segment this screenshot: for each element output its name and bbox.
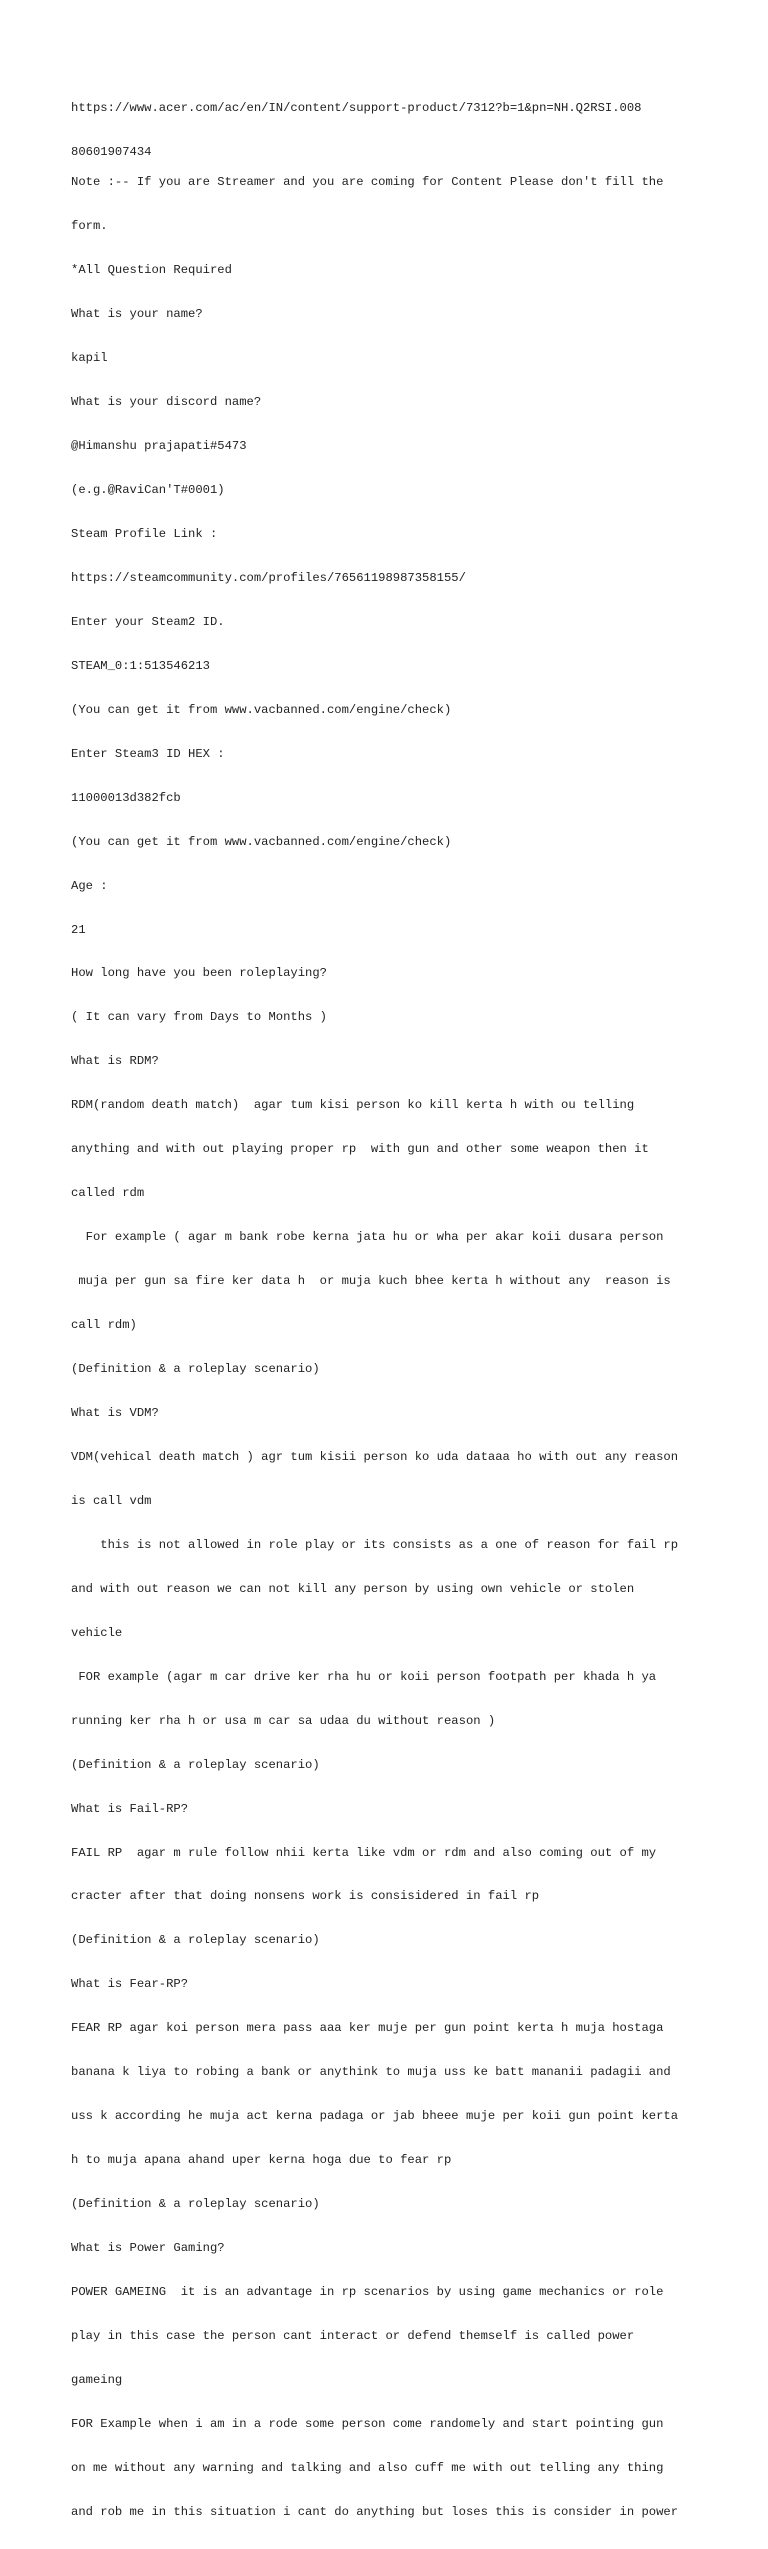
fail-rp-hint: (Definition & a roleplay scenario) (71, 1933, 320, 1948)
answer-power-gaming-line-6: and rob me in this situation i cant do anything but loses this is consider in power (71, 2504, 679, 2519)
question-vdm: What is VDM? (71, 1406, 159, 1420)
url-line-1: https://www.acer.com/ac/en/IN/content/support-product/7312?b=1&pn=NH.Q2RSI.008 (71, 101, 642, 116)
answer-rdm-line-5: muja per gun sa fire ker data h or muja kuch bhee kerta h without any reason is (71, 1274, 671, 1289)
answer-steam3-hex: 11000013d382fcb (71, 790, 181, 805)
fear-rp-hint: (Definition & a roleplay scenario) (71, 2197, 320, 2212)
answer-discord: @Himanshu prajapati#5473 (71, 439, 247, 454)
roleplay-duration-hint: ( It can vary from Days to Months ) (71, 1010, 327, 1025)
answer-fear-rp-line-4: h to muja apana ahand uper kerna hoga due to fear rp (71, 2153, 452, 2168)
note-line: Note :-- If you are Streamer and you are coming for Content Please don't fill the (71, 175, 664, 190)
answer-age: 21 (71, 922, 86, 937)
answer-power-gaming-line-4: FOR Example when i am in a rode some person come randomely and start pointing gun (71, 2416, 664, 2431)
answer-fear-rp-line-1: FEAR RP agar koi person mera pass aaa ker muje per gun point kerta h muja hostaga (71, 2021, 664, 2036)
steam3-hint: (You can get it from www.vacbanned.com/engine/check) (71, 834, 452, 849)
answer-power-gaming-line-1: POWER GAMEING it is an advantage in rp scenarios by using game mechanics or role (71, 2285, 664, 2300)
answer-rdm-line-4: For example ( agar m bank robe kerna jata hu or wha per akar koii dusara person (71, 1230, 664, 1245)
answer-vdm-line-1: VDM(vehical death match ) agr tum kisii person ko uda dataaa ho with out any reason (71, 1449, 679, 1464)
answer-vdm-line-4: and with out reason we can not kill any person by using own vehicle or stolen (71, 1581, 635, 1596)
answer-rdm-line-6: call rdm) (71, 1318, 137, 1333)
question-steam-profile: Steam Profile Link : (71, 526, 218, 541)
answer-vdm-line-3: this is not allowed in role play or its consists as a one of reason for fail rp (71, 1537, 679, 1552)
answer-rdm-line-3: called rdm (71, 1186, 145, 1201)
answer-vdm-line-7: running ker rha h or usa m car sa udaa du without reason ) (71, 1713, 496, 1728)
steam2-hint: (You can get it from www.vacbanned.com/engine/check) (71, 702, 452, 717)
question-steam3-hex: Enter Steam3 ID HEX : (71, 746, 225, 761)
answer-power-gaming-line-3: gameing (71, 2372, 123, 2387)
question-age: Age : (71, 878, 108, 893)
required-notice: *All Question Required (71, 263, 232, 278)
answer-power-gaming-line-2: play in this case the person cant interact or defend themself is called power (71, 2329, 635, 2344)
vdm-hint: (Definition & a roleplay scenario) (71, 1757, 320, 1772)
answer-rdm-line-2: anything and with out playing proper rp with gun and other some weapon then it (71, 1142, 649, 1157)
question-fail-rp: What is Fail-RP? (71, 1801, 189, 1816)
question-steam2-id: Enter your Steam2 ID. (71, 614, 225, 629)
answer-vdm-line-2: is call vdm (71, 1493, 152, 1508)
answer-rdm-line-1: RDM(random death match) agar tum kisi person ko kill kerta h with ou telling (71, 1098, 635, 1113)
note-line-cont: form. (71, 219, 108, 234)
answer-power-gaming-line-5: on me without any warning and talking and also cuff me with out telling any thing (71, 2460, 664, 2475)
answer-steam-profile: https://steamcommunity.com/profiles/76561198987358155/ (71, 570, 466, 585)
answer-name: kapil (71, 351, 108, 366)
answer-steam2-id: STEAM_0:1:513546213 (71, 658, 210, 673)
rdm-hint: (Definition & a roleplay scenario) (71, 1362, 320, 1377)
application-form-text (71, 146, 711, 2549)
url-line-2: 80601907434 (71, 145, 152, 160)
question-roleplay-duration: How long have you been roleplaying? (71, 966, 327, 981)
question-fear-rp: What is Fear-RP? (71, 1977, 189, 1992)
question-rdm: What is RDM? (71, 1054, 159, 1069)
answer-fail-rp-line-1: FAIL RP agar m rule follow nhii kerta like vdm or rdm and also coming out of my (71, 1845, 657, 1860)
question-name: What is your name? (71, 307, 203, 322)
question-discord: What is your discord name? (71, 395, 262, 410)
answer-vdm-line-5: vehicle (71, 1625, 123, 1640)
answer-vdm-line-6: FOR example (agar m car drive ker rha hu or koii person footpath per khada h ya (71, 1669, 657, 1684)
answer-fear-rp-line-2: banana k liya to robing a bank or anythink to muja uss ke batt mananii padagii and (71, 2065, 671, 2080)
answer-fail-rp-line-2: cracter after that doing nonsens work is consisidered in fail rp (71, 1889, 540, 1904)
discord-example: (e.g.@RaviCan'T#0001) (71, 482, 225, 497)
question-power-gaming: What is Power Gaming? (71, 2241, 225, 2256)
answer-fear-rp-line-3: uss k according he muja act kerna padaga or jab bheee muje per koii gun point kerta (71, 2109, 679, 2124)
